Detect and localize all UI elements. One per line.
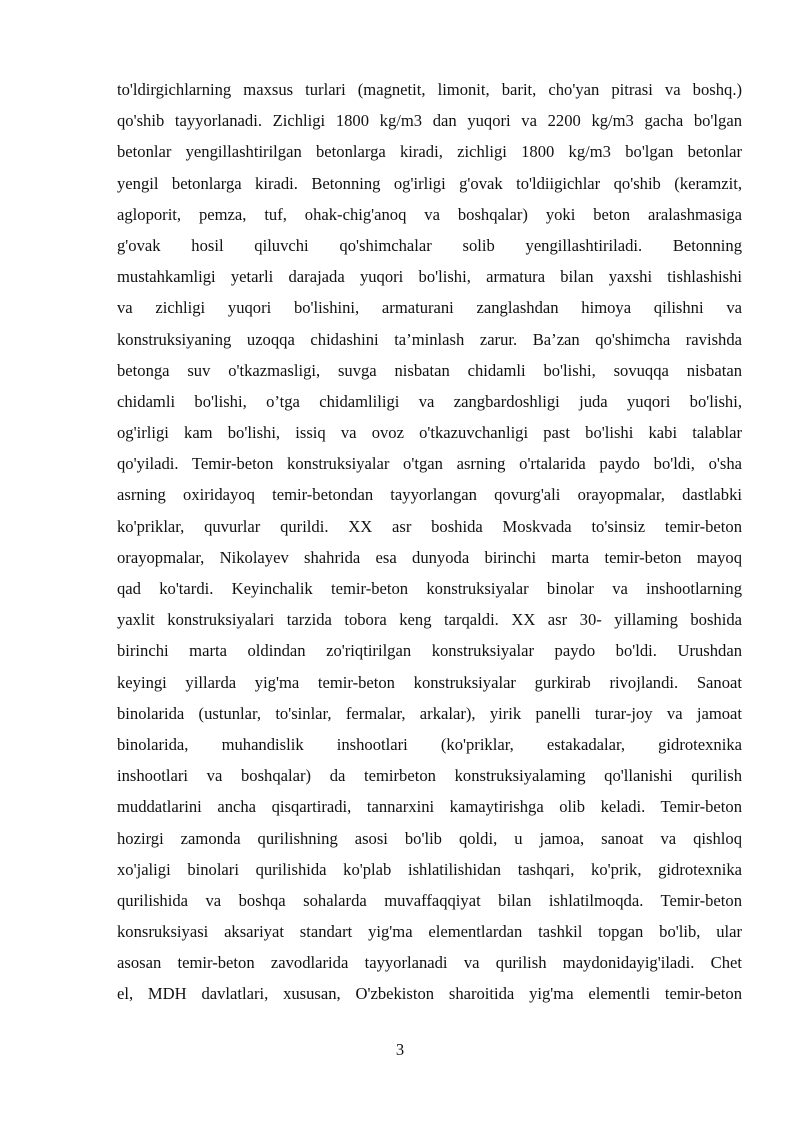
text-line: orayopmalar, Nikolayev shahrida esa dunyoda birinchi marta temir-beton mayoq bbox=[117, 547, 742, 567]
text-line: betonga suv o'tkazmasligi, suvga nisbatan chidamli bo'lishi, sovuqqa nisbatan bbox=[117, 360, 742, 380]
text-line: mustahkamligi yetarli darajada yuqori bo'lishi, armatura bilan yaxshi tishlashishi bbox=[117, 267, 742, 287]
text-line: to'ldirgichlarning maxsus turlari (magnetit, limonit, barit, cho'yan pitrasi va boshq.) bbox=[117, 80, 742, 99]
text-line: hozirgi zamonda qurilishning asosi bo'lib qoldi, u jamoa, sanoat va qishloq bbox=[117, 828, 742, 848]
page-number: 3 bbox=[395, 1040, 405, 1059]
text-line: el, MDH davlatlari, xususan, O'zbekiston sharoitida yig'ma elementli temir-beton bbox=[117, 984, 742, 1004]
text-line: inshootlari va boshqalar) da temirbeton konstruksiyalaming qo'llanishi qurilish bbox=[117, 766, 742, 786]
body-text bbox=[117, 74, 742, 1010]
text-line: og'irligi kam bo'lishi, issiq va ovoz o'tkazuvchanligi past bo'lishi kabi talablar bbox=[117, 423, 742, 443]
text-line: keyingi yillarda yig'ma temir-beton konstruksiyalar gurkirab rivojlandi. Sanoat bbox=[117, 672, 742, 692]
text-line: muddatlarini ancha qisqartiradi, tannarxini kamaytirishga olib keladi. Temir-beton bbox=[117, 797, 742, 817]
text-line: birinchi marta oldindan zo'riqtirilgan konstruksiyalar paydo bo'ldi. Urushdan bbox=[117, 641, 742, 661]
text-line: xo'jaligi binolari qurilishida ko'plab ishlatilishidan tashqari, ko'prik, gidrotexnika bbox=[117, 859, 742, 879]
text-line: qurilishida va boshqa sohalarda muvaffaqqiyat bilan ishlatilmoqda. Temir-beton bbox=[117, 890, 742, 910]
text-line: binolarida, muhandislik inshootlari (ko'priklar, estakadalar, gidrotexnika bbox=[117, 734, 742, 754]
text-line: va zichligi yuqori bo'lishini, armaturani zanglashdan himoya qilishni va bbox=[117, 298, 742, 318]
text-line: betonlar yengillashtirilgan betonlarga kiradi, zichligi 1800 kg/m3 bo'lgan betonlar bbox=[117, 142, 742, 162]
text-line: asrning oxiridayoq temir-betondan tayyorlangan qovurg'ali orayopmalar, dastlabki bbox=[117, 485, 742, 505]
text-line: asosan temir-beton zavodlarida tayyorlanadi va qurilish maydonidayig'iladi. Chet bbox=[117, 953, 742, 973]
text-line: agloporit, pemza, tuf, ohak-chig'anoq va boshqalar) yoki beton aralashmasiga bbox=[117, 204, 742, 224]
text-line: g'ovak hosil qiluvchi qo'shimchalar solib yengillashtiriladi. Betonning bbox=[117, 235, 742, 255]
text-line: qo'shib tayyorlanadi. Zichligi 1800 kg/m3 dan yuqori va 2200 kg/m3 gacha bo'lgan bbox=[117, 111, 742, 131]
text-line: binolarida (ustunlar, to'sinlar, fermalar, arkalar), yirik panelli turar-joy va jamoat bbox=[117, 703, 742, 723]
text-line: qad ko'tardi. Keyinchalik temir-beton konstruksiyalar binolar va inshootlarning bbox=[117, 579, 742, 598]
text-line: yengil betonlarga kiradi. Betonning og'irligi g'ovak to'ldiigichlar qo'shib (keramzit, bbox=[117, 173, 742, 193]
text-line: konstruksiyaning uzoqqa chidashini ta’minlash zarur. Ba’zan qo'shimcha ravishda bbox=[117, 329, 742, 349]
text-line: chidamli bo'lishi, o’tga chidamliligi va zangbardoshligi juda yuqori bo'lishi, bbox=[117, 391, 742, 411]
text-line: ko'priklar, quvurlar qurildi. XX asr boshida Moskvada to'sinsiz temir-beton bbox=[117, 516, 742, 536]
text-line: yaxlit konstruksiyalari tarzida tobora keng tarqaldi. XX asr 30- yillaming boshida bbox=[117, 610, 742, 630]
text-line: qo'yiladi. Temir-beton konstruksiyalar o'tgan asrning o'rtalarida paydo bo'ldi, o'sha bbox=[117, 454, 742, 474]
text-line: konsruksiyasi aksariyat standart yig'ma elementlardan tashkil topgan bo'lib, ular bbox=[117, 922, 742, 942]
